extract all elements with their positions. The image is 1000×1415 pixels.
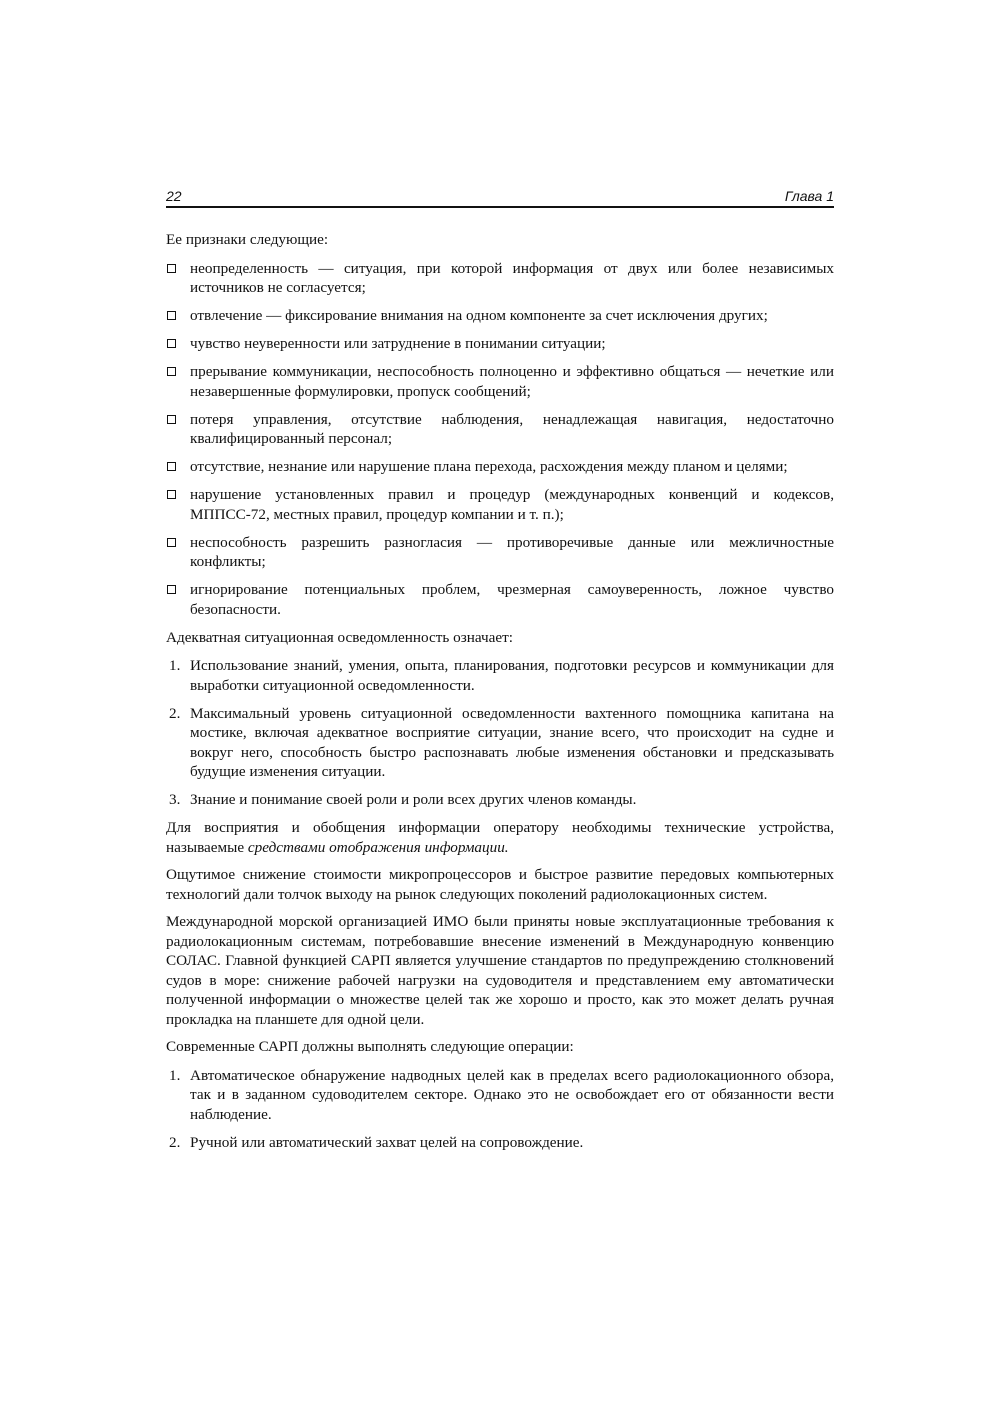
checkbox-bullet-icon <box>167 462 176 471</box>
page-body <box>166 230 834 1152</box>
page-number: 22 <box>166 188 182 204</box>
checkbox-bullet-icon <box>167 538 176 547</box>
list-number: 3. <box>169 791 181 808</box>
adequate-list <box>166 656 834 810</box>
list-item-text: неспособность разрешить разногласия — противоречивые данные или межличностные конфликты; <box>190 533 834 570</box>
checkbox-bullet-icon <box>167 585 176 594</box>
list-item <box>166 1133 834 1153</box>
list-item-text: Знание и понимание своей роли и роли всех других членов команды. <box>190 791 637 808</box>
checkbox-bullet-icon <box>167 415 176 424</box>
running-header <box>166 187 834 208</box>
arpa-intro: Современные САРП должны выполнять следующие операции: <box>166 1038 574 1055</box>
arpa-list <box>166 1066 834 1153</box>
list-item-text: Максимальный уровень ситуационной осведомленности вахтенного помощника капитана на мостике, включая адекватное восприятие ситуации, знание всего, что происходит на судне и вокруг него, способность быстро распознавать любые изменения обстановки и предсказывать будущие изменения ситуации. <box>190 704 834 780</box>
italic-term: средствами отображения информации. <box>247 838 509 856</box>
list-number: 1. <box>169 657 181 674</box>
list-item <box>166 306 834 326</box>
checkbox-bullet-icon <box>167 264 176 273</box>
list-item <box>166 533 834 572</box>
paragraph-imo: Международной морской организацией ИМО были приняты новые эксплуатационные требования к радиолокационным системам, потребовавшие внесение изменений в Международную конвенцию СОЛАС. Главной функцией САРП является улучшение стандартов по предупреждению столкновений судов в море: снижение рабочей нагрузки на судоводителя и представлением ему автоматически полученной информации о множестве целей так же хорошо и просто, как это может делать ручная прокладка на планшете для одной цели. <box>166 913 834 1028</box>
list-item <box>166 1066 834 1125</box>
list-item <box>166 457 834 477</box>
book-page <box>166 187 834 1161</box>
list-item <box>166 259 834 298</box>
adequate-intro: Адекватная ситуационная осведомленность означает: <box>166 628 513 646</box>
checkbox-bullet-icon <box>167 490 176 499</box>
list-number: 2. <box>169 704 181 722</box>
paragraph-text: Для восприятия и обобщения информации оператору необходимы технические устройства, называемые <box>166 819 834 856</box>
paragraph-perception <box>166 818 834 857</box>
list-item <box>166 580 834 619</box>
checkbox-bullet-icon <box>167 367 176 376</box>
list-item <box>166 334 834 354</box>
list-item <box>166 704 834 782</box>
list-item <box>166 790 834 810</box>
list-item-text: Использование знаний, умения, опыта, планирования, подготовки ресурсов и коммуникации для выработки ситуационной осведомленности. <box>190 657 834 694</box>
list-item-text: чувство неуверенности или затруднение в понимании ситуации; <box>190 335 606 352</box>
list-number: 2. <box>169 1133 181 1151</box>
list-item-text: Ручной или автоматический захват целей на сопровождение. <box>190 1133 584 1151</box>
list-item <box>166 485 834 524</box>
chapter-title: Глава 1 <box>784 188 834 204</box>
checkbox-bullet-icon <box>167 339 176 348</box>
list-item-text: потеря управления, отсутствие наблюдения, ненадлежащая навигация, недостаточно квалифицированный персонал; <box>190 410 834 447</box>
list-item <box>166 362 834 401</box>
list-item-text: нарушение установленных правил и процедур (международных конвенций и кодексов, МППСС-72, местных правил, процедур компании и т. п.); <box>190 486 834 523</box>
list-item-text: игнорирование потенциальных проблем, чрезмерная самоуверенность, ложное чувство безопасности. <box>190 581 834 618</box>
list-number: 1. <box>169 1066 181 1084</box>
list-item <box>166 410 834 449</box>
signs-list <box>166 259 834 620</box>
list-item-text: отсутствие, незнание или нарушение плана перехода, расхождения между планом и целями; <box>190 458 788 475</box>
list-item-text: отвлечение — фиксирование внимания на одном компоненте за счет исключения других; <box>190 307 768 324</box>
paragraph-cost: Ощутимое снижение стоимости микропроцессоров и быстрое развитие передовых компьютерных технологий дали толчок выходу на рынок следующих поколений радиолокационных систем. <box>166 866 834 903</box>
list-item-text: прерывание коммуникации, неспособность полноценно и эффективно общаться — нечеткие или незавершенные формулировки, пропуск сообщений; <box>190 363 834 400</box>
checkbox-bullet-icon <box>167 311 176 320</box>
list-item-text: Автоматическое обнаружение надводных целей как в пределах всего радиолокационного обзора, так и в заданном судоводителем секторе. Однако это не освобождает его от обязанности вести наблюдение. <box>190 1066 834 1123</box>
signs-intro: Ее признаки следующие: <box>166 231 329 248</box>
list-item <box>166 656 834 695</box>
list-item-text: неопределенность — ситуация, при которой информация от двух или более независимых источников не согласуется; <box>190 259 834 296</box>
